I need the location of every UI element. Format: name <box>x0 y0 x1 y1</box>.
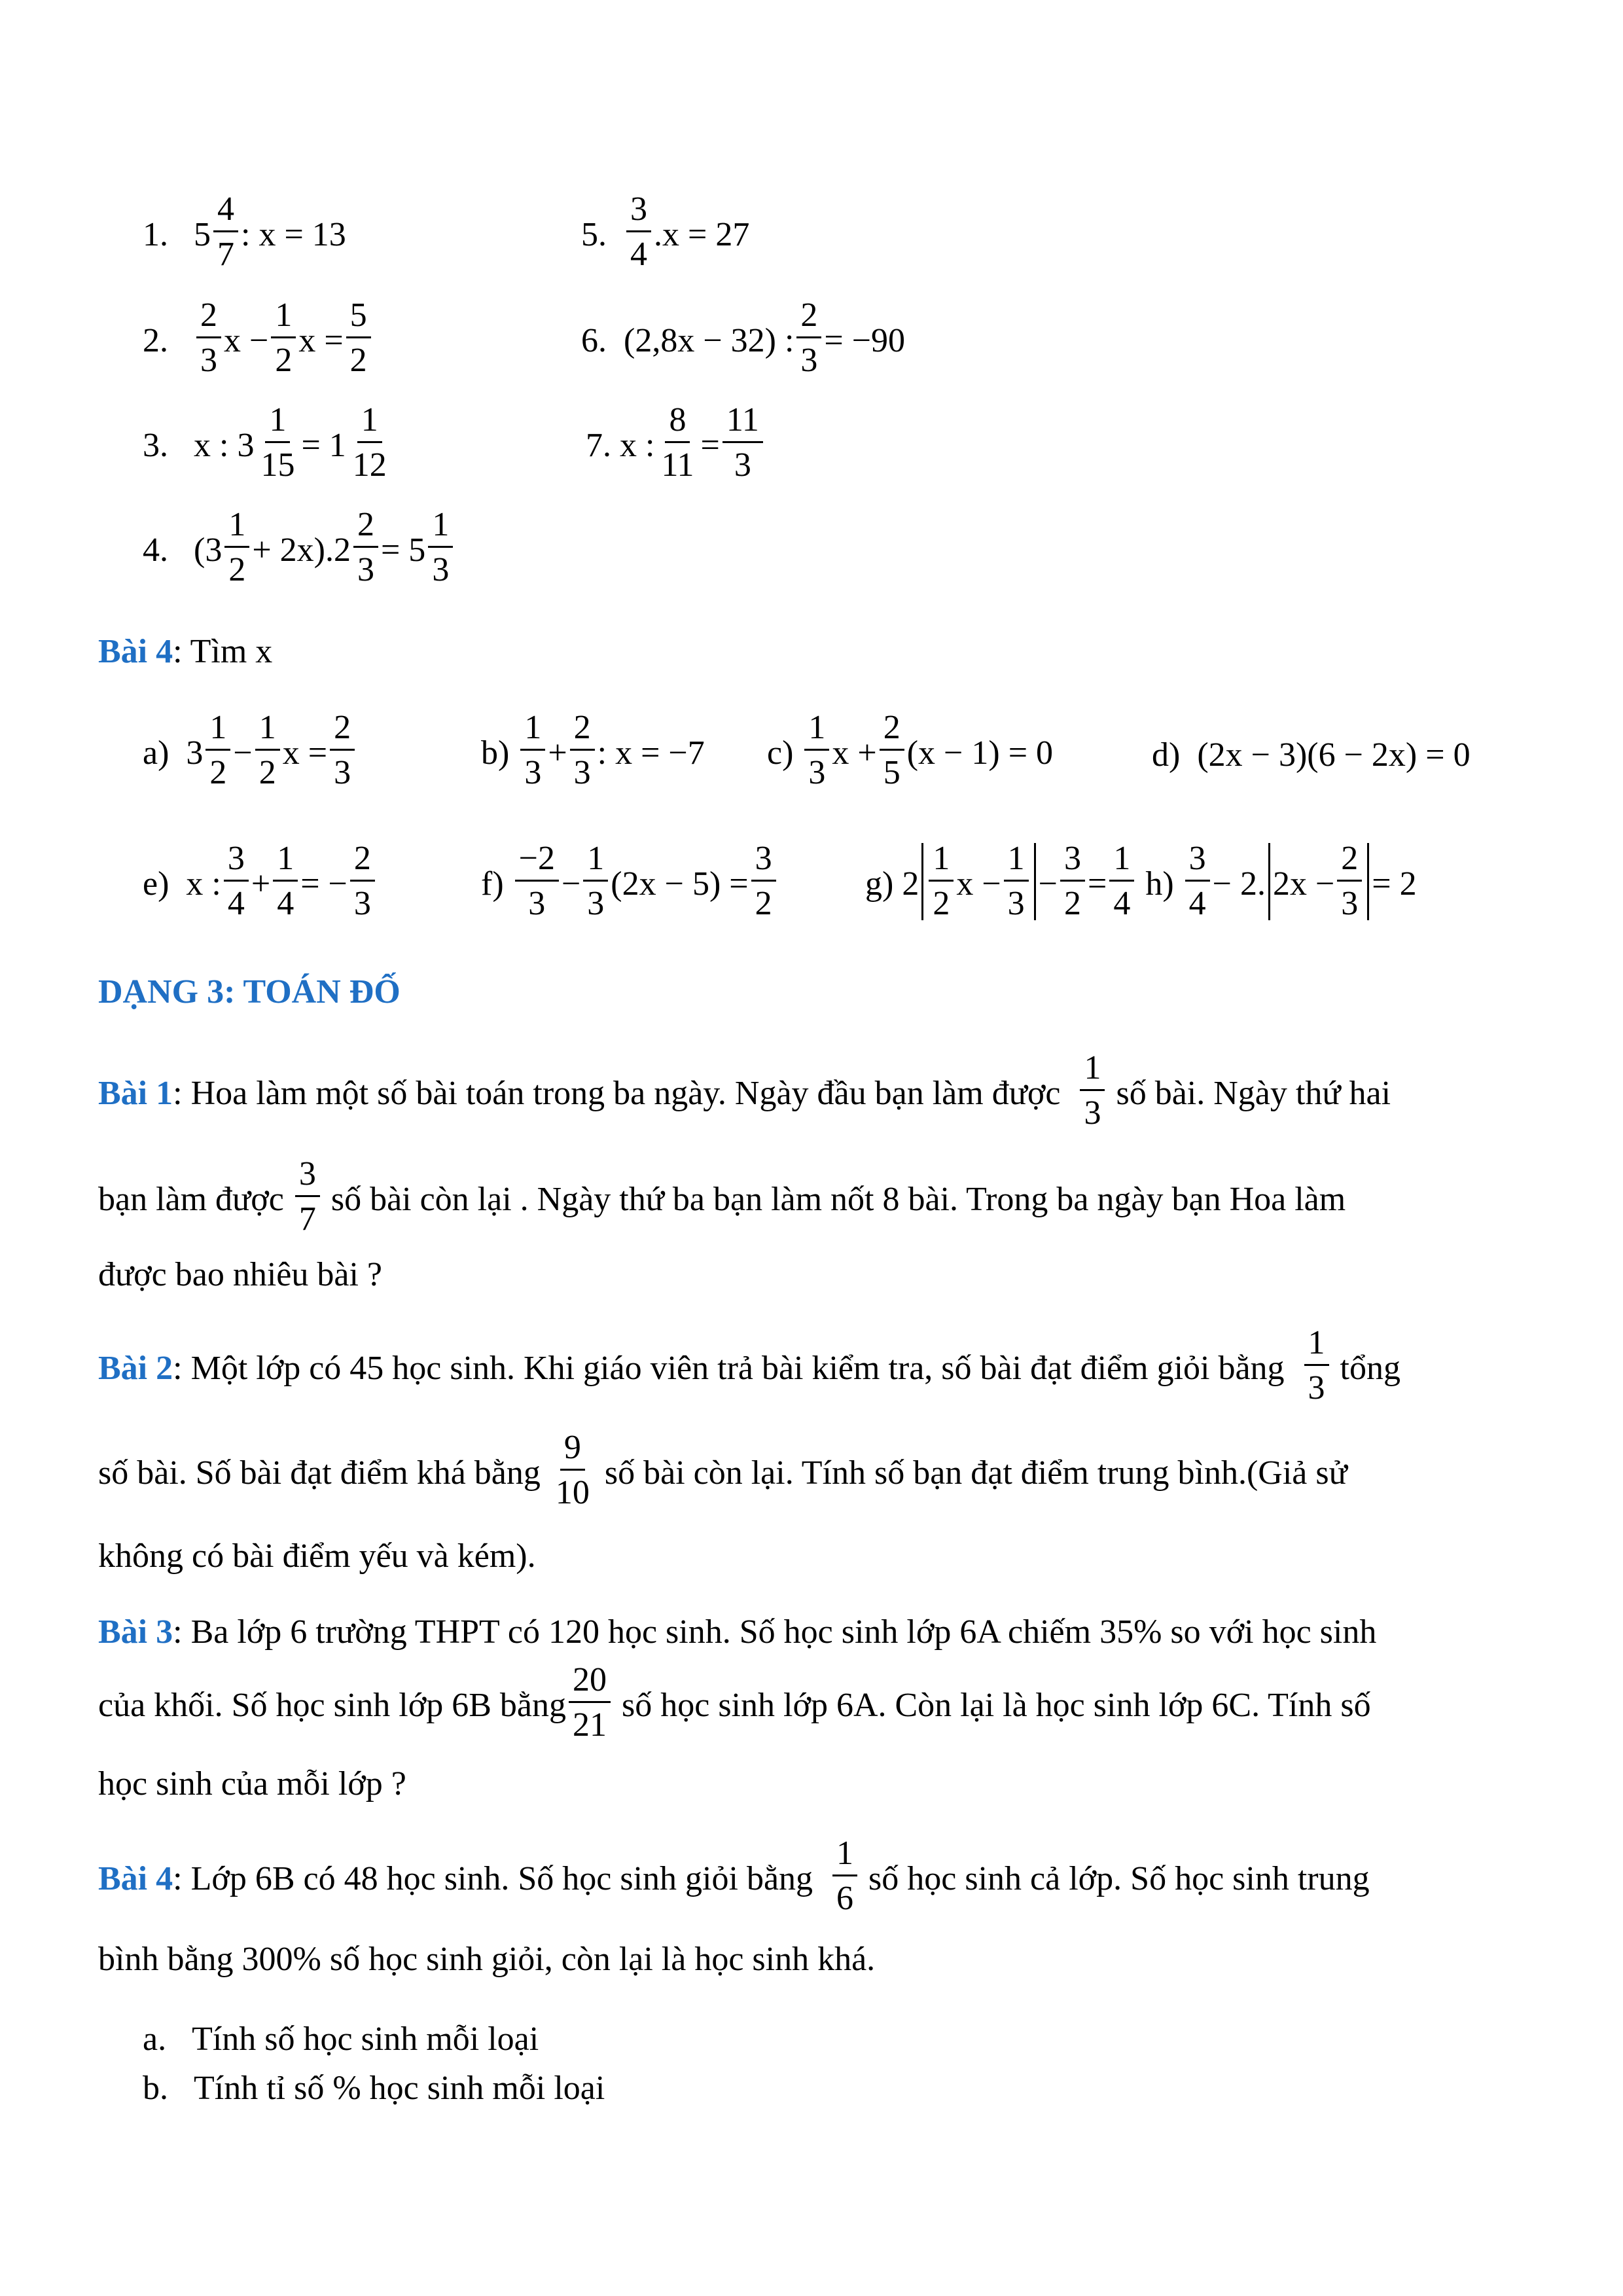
fraction: $\frac{1}{2}$ <box>255 711 280 790</box>
exercise-d: d) (2x − 3)(6 − 2x) = 0 <box>1152 736 1471 774</box>
fraction: $\frac{2}{3}$ <box>796 298 821 378</box>
fraction: $\frac{2}{5}$ <box>880 711 904 790</box>
section-heading: DẠNG 3: TOÁN ĐỐ <box>98 973 401 1011</box>
fraction: $\frac{3}{2}$ <box>751 842 776 921</box>
list-item: b. Tính tỉ số % học sinh mỗi loại <box>143 2070 605 2107</box>
fraction: $\frac{3}{7}$ <box>295 1157 320 1236</box>
equation-6: 6. (2,8x − 32) : $\frac{2}{3}$ = −90 <box>581 296 906 379</box>
exercise-c: c) $\frac{1}{3}$ x + $\frac{2}{5}$ (x − 1) = 0 <box>767 709 1054 791</box>
fraction: $\frac{1}{15}$ <box>260 401 295 484</box>
bai2-line3: không có bài điểm yếu và kém). <box>98 1537 536 1575</box>
fraction: $\frac{1}{3}$ <box>1080 1051 1105 1130</box>
fraction: $\frac{11}{3}$ <box>722 403 763 482</box>
fraction: $\frac{1}{3}$ <box>428 508 453 587</box>
fraction: $\frac{1}{3}$ <box>804 711 829 790</box>
fraction: $\frac{1}{4}$ <box>1109 842 1134 921</box>
fraction: $\frac{2}{3}$ <box>196 298 221 378</box>
abs-bar <box>1268 843 1270 920</box>
bai4-line2: bình bằng 300% số học sinh giỏi, còn lại là học sinh khá. <box>98 1941 876 1978</box>
equation-7: 7. x : $\frac{8}{11}$ = $\frac{11}{3}$ <box>586 406 766 485</box>
exercise-g: g) 2 $\frac{1}{2}$ x − $\frac{1}{3}$ − $\frac{3}{2}$ = $\frac{1}{4}$ h) $\frac{3}{4}$ − 2. 2x − $\frac{2}{3}$ = 2 <box>865 840 1417 922</box>
fraction: $\frac{1}{2}$ <box>271 298 296 378</box>
fraction: $\frac{1}{2}$ <box>224 508 249 587</box>
abs-bar <box>1034 843 1036 920</box>
bai3-line1: Bài 3: Ba lớp 6 trường THPT có 120 học sinh. Số học sinh lớp 6A chiếm 35% so với học sinh <box>98 1613 1377 1651</box>
equation-4: 4. (3 $\frac{1}{2}$ + 2x).2 $\frac{2}{3}$ = 5 $\frac{1}{3}$ <box>143 511 455 590</box>
exercise-e: e) x : $\frac{3}{4}$ + $\frac{1}{4}$ = − $\frac{2}{3}$ <box>143 844 378 924</box>
fraction: $\frac{1}{3}$ <box>1004 842 1029 921</box>
fraction: $\frac{3}{4}$ <box>224 842 249 921</box>
fraction: $\frac{3}{4}$ <box>626 192 651 272</box>
fraction: $\frac{2}{3}$ <box>570 711 595 790</box>
equation-5: 5. $\frac{3}{4}$ .x = 27 <box>581 190 750 273</box>
bai3-line2: của khối. Số học sinh lớp 6B bằng $\frac{20}{21}$ số học sinh lớp 6A. Còn lại là học sinh lớp 6C. Tính số <box>98 1661 1371 1744</box>
fraction: $\frac{1}{2}$ <box>929 842 954 921</box>
fraction: $\frac{2}{3}$ <box>353 508 378 587</box>
abs-bar <box>921 843 923 920</box>
exercise-a: a) 3 $\frac{1}{2}$ − $\frac{1}{2}$ x = $\frac{2}{3}$ <box>143 713 357 793</box>
fraction: $\frac{4}{7}$ <box>213 192 238 272</box>
fraction: $\frac{1}{4}$ <box>273 842 298 921</box>
fraction: $\frac{1}{6}$ <box>832 1837 857 1916</box>
equation-2: 2. $\frac{2}{3}$ x − $\frac{1}{2}$ x = $\frac{5}{2}$ <box>143 301 374 380</box>
list-item: a. Tính số học sinh mỗi loại <box>143 2020 539 2058</box>
fraction: $\frac{20}{21}$ <box>569 1663 611 1742</box>
bai1-line1: Bài 1 : Hoa làm một số bài toán trong ba ngày. Ngày đầu bạn làm được $\frac{1}{3}$ số bài. Ngày thứ hai <box>98 1049 1391 1132</box>
fraction: $\frac{1}{3}$ <box>520 711 545 790</box>
bai2-line2: số bài. Số bài đạt điểm khá bằng $\frac{9}{10}$ số bài còn lại. Tính số bạn đạt điểm trung bình.(Giả sử <box>98 1429 1347 1511</box>
bai3-line3: học sinh của mỗi lớp ? <box>98 1765 406 1803</box>
fraction: $\frac{1}{3}$ <box>583 842 608 921</box>
fraction: $\frac{2}{3}$ <box>330 711 355 790</box>
fraction: $\frac{2}{3}$ <box>1337 842 1362 921</box>
fraction: $\frac{5}{2}$ <box>346 298 371 378</box>
fraction: $\frac{1}{12}$ <box>352 401 387 484</box>
fraction: $\frac{2}{3}$ <box>350 842 375 921</box>
fraction: $\frac{1}{3}$ <box>1304 1326 1329 1405</box>
fraction: $\frac{3}{4}$ <box>1185 842 1210 921</box>
fraction: $\frac{-2}{3}$ <box>515 842 559 921</box>
bai4-find-heading: Bài 4: Tìm x <box>98 633 273 670</box>
bai1-line3: được bao nhiêu bài ? <box>98 1256 382 1293</box>
bai2-line1: Bài 2 : Một lớp có 45 học sinh. Khi giáo viên trả bài kiểm tra, số bài đạt điểm giỏi bằng $\frac{1}{3}$ tổng <box>98 1324 1400 1407</box>
equation-1: 1. 5 $\frac{4}{7}$ : x = 13 <box>143 190 346 273</box>
exercise-b: b) $\frac{1}{3}$ + $\frac{2}{3}$ : x = −7 <box>481 709 705 791</box>
exercise-f: f) $\frac{-2}{3}$ − $\frac{1}{3}$ (2x − 5) = $\frac{3}{2}$ <box>481 844 779 924</box>
bai1-line2: bạn làm được $\frac{3}{7}$ số bài còn lại . Ngày thứ ba bạn làm nốt 8 bài. Trong ba ngày bạn Hoa làm <box>98 1155 1346 1238</box>
fraction: $\frac{9}{10}$ <box>555 1429 590 1511</box>
abs-bar <box>1367 843 1369 920</box>
fraction: $\frac{3}{2}$ <box>1060 842 1085 921</box>
fraction: $\frac{8}{11}$ <box>661 401 694 484</box>
bai4-line1: Bài 4 : Lớp 6B có 48 học sinh. Số học sinh giỏi bằng $\frac{1}{6}$ số học sinh cả lớp. Số học sinh trung <box>98 1835 1370 1917</box>
equation-3: 3. x : 3 $\frac{1}{15}$ = 1 $\frac{1}{12}$ <box>143 406 393 485</box>
fraction: $\frac{1}{2}$ <box>205 711 230 790</box>
